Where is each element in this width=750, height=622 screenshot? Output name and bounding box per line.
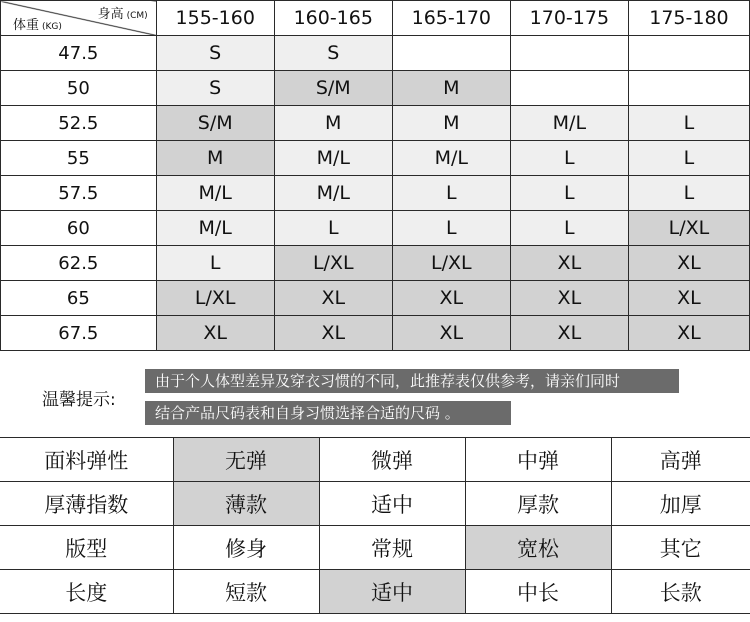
size-cell: S	[156, 36, 274, 71]
size-cell: XL	[628, 246, 749, 281]
weight-axis-label: 体重 (KG)	[13, 18, 62, 33]
height-column-header: 165-170	[392, 1, 510, 36]
weight-cell: 60	[1, 211, 157, 246]
size-cell: M/L	[274, 141, 392, 176]
size-cell: M/L	[274, 176, 392, 211]
property-option: 中弹	[465, 438, 611, 482]
size-cell: XL	[628, 316, 749, 351]
property-name: 长度	[0, 570, 173, 614]
size-chart-corner	[1, 1, 157, 36]
size-cell: L	[510, 141, 628, 176]
property-name: 面料弹性	[0, 438, 173, 482]
tips-label: 温馨提示:	[42, 390, 116, 410]
property-name: 厚薄指数	[0, 482, 173, 526]
weight-cell: 55	[1, 141, 157, 176]
height-column-header: 170-175	[510, 1, 628, 36]
size-cell: M	[156, 141, 274, 176]
property-option-selected: 无弹	[173, 438, 319, 482]
size-cell: XL	[628, 281, 749, 316]
property-option: 中长	[465, 570, 611, 614]
property-option-selected: 薄款	[173, 482, 319, 526]
height-column-header: 175-180	[628, 1, 749, 36]
size-cell: L	[392, 211, 510, 246]
property-option: 短款	[173, 570, 319, 614]
size-cell	[628, 36, 749, 71]
weight-cell: 50	[1, 71, 157, 106]
size-cell: XL	[274, 281, 392, 316]
size-chart-row	[1, 316, 750, 351]
size-chart-header-row	[1, 1, 750, 36]
weight-cell: 62.5	[1, 246, 157, 281]
size-cell: S/M	[274, 71, 392, 106]
size-cell	[510, 71, 628, 106]
property-row	[0, 526, 750, 570]
property-row	[0, 482, 750, 526]
size-cell: L	[510, 176, 628, 211]
size-cell: M/L	[510, 106, 628, 141]
property-option-selected: 适中	[319, 570, 465, 614]
property-row	[0, 438, 750, 482]
weight-cell: 52.5	[1, 106, 157, 141]
size-cell: M/L	[156, 176, 274, 211]
height-column-header: 155-160	[156, 1, 274, 36]
property-option: 适中	[319, 482, 465, 526]
size-cell: L	[274, 211, 392, 246]
tip-line-1: 由于个人体型差异及穿衣习惯的不同，此推荐表仅供参考，请亲们同时	[145, 369, 679, 393]
property-row	[0, 570, 750, 614]
size-cell: M	[392, 71, 510, 106]
size-cell: XL	[274, 316, 392, 351]
height-axis-label: 身高 (CM)	[97, 7, 148, 22]
size-cell: XL	[510, 246, 628, 281]
size-cell: M	[392, 106, 510, 141]
size-chart-row	[1, 176, 750, 211]
size-chart-row	[1, 246, 750, 281]
product-properties-table	[0, 437, 750, 614]
size-cell: L/XL	[392, 246, 510, 281]
property-option: 厚款	[465, 482, 611, 526]
size-chart-row	[1, 281, 750, 316]
size-cell: S	[156, 71, 274, 106]
property-option: 其它	[611, 526, 750, 570]
size-cell: XL	[510, 316, 628, 351]
property-name: 版型	[0, 526, 173, 570]
property-option: 修身	[173, 526, 319, 570]
size-cell: L	[156, 246, 274, 281]
weight-cell: 57.5	[1, 176, 157, 211]
property-option: 微弹	[319, 438, 465, 482]
size-cell: L	[510, 211, 628, 246]
size-cell: L/XL	[274, 246, 392, 281]
size-cell: L/XL	[156, 281, 274, 316]
size-cell	[628, 71, 749, 106]
size-chart-row	[1, 71, 750, 106]
size-chart-row	[1, 211, 750, 246]
size-cell: L/XL	[628, 211, 749, 246]
weight-cell: 65	[1, 281, 157, 316]
weight-cell: 47.5	[1, 36, 157, 71]
size-cell: M/L	[156, 211, 274, 246]
tip-line-2: 结合产品尺码表和自身习惯选择合适的尺码 。	[145, 401, 511, 425]
size-cell: L	[628, 176, 749, 211]
weight-cell: 67.5	[1, 316, 157, 351]
size-cell: XL	[510, 281, 628, 316]
size-cell	[392, 36, 510, 71]
property-option-selected: 宽松	[465, 526, 611, 570]
size-cell: S/M	[156, 106, 274, 141]
property-option: 长款	[611, 570, 750, 614]
size-cell: XL	[156, 316, 274, 351]
property-option: 加厚	[611, 482, 750, 526]
size-cell: S	[274, 36, 392, 71]
size-cell: XL	[392, 316, 510, 351]
size-chart-row	[1, 141, 750, 176]
size-chart-row	[1, 36, 750, 71]
size-cell	[510, 36, 628, 71]
property-option: 常规	[319, 526, 465, 570]
size-chart-row	[1, 106, 750, 141]
size-cell: M	[274, 106, 392, 141]
height-column-header: 160-165	[274, 1, 392, 36]
property-option: 高弹	[611, 438, 750, 482]
size-cell: L	[628, 141, 749, 176]
size-cell: L	[392, 176, 510, 211]
size-cell: M/L	[392, 141, 510, 176]
size-cell: XL	[392, 281, 510, 316]
size-cell: L	[628, 106, 749, 141]
